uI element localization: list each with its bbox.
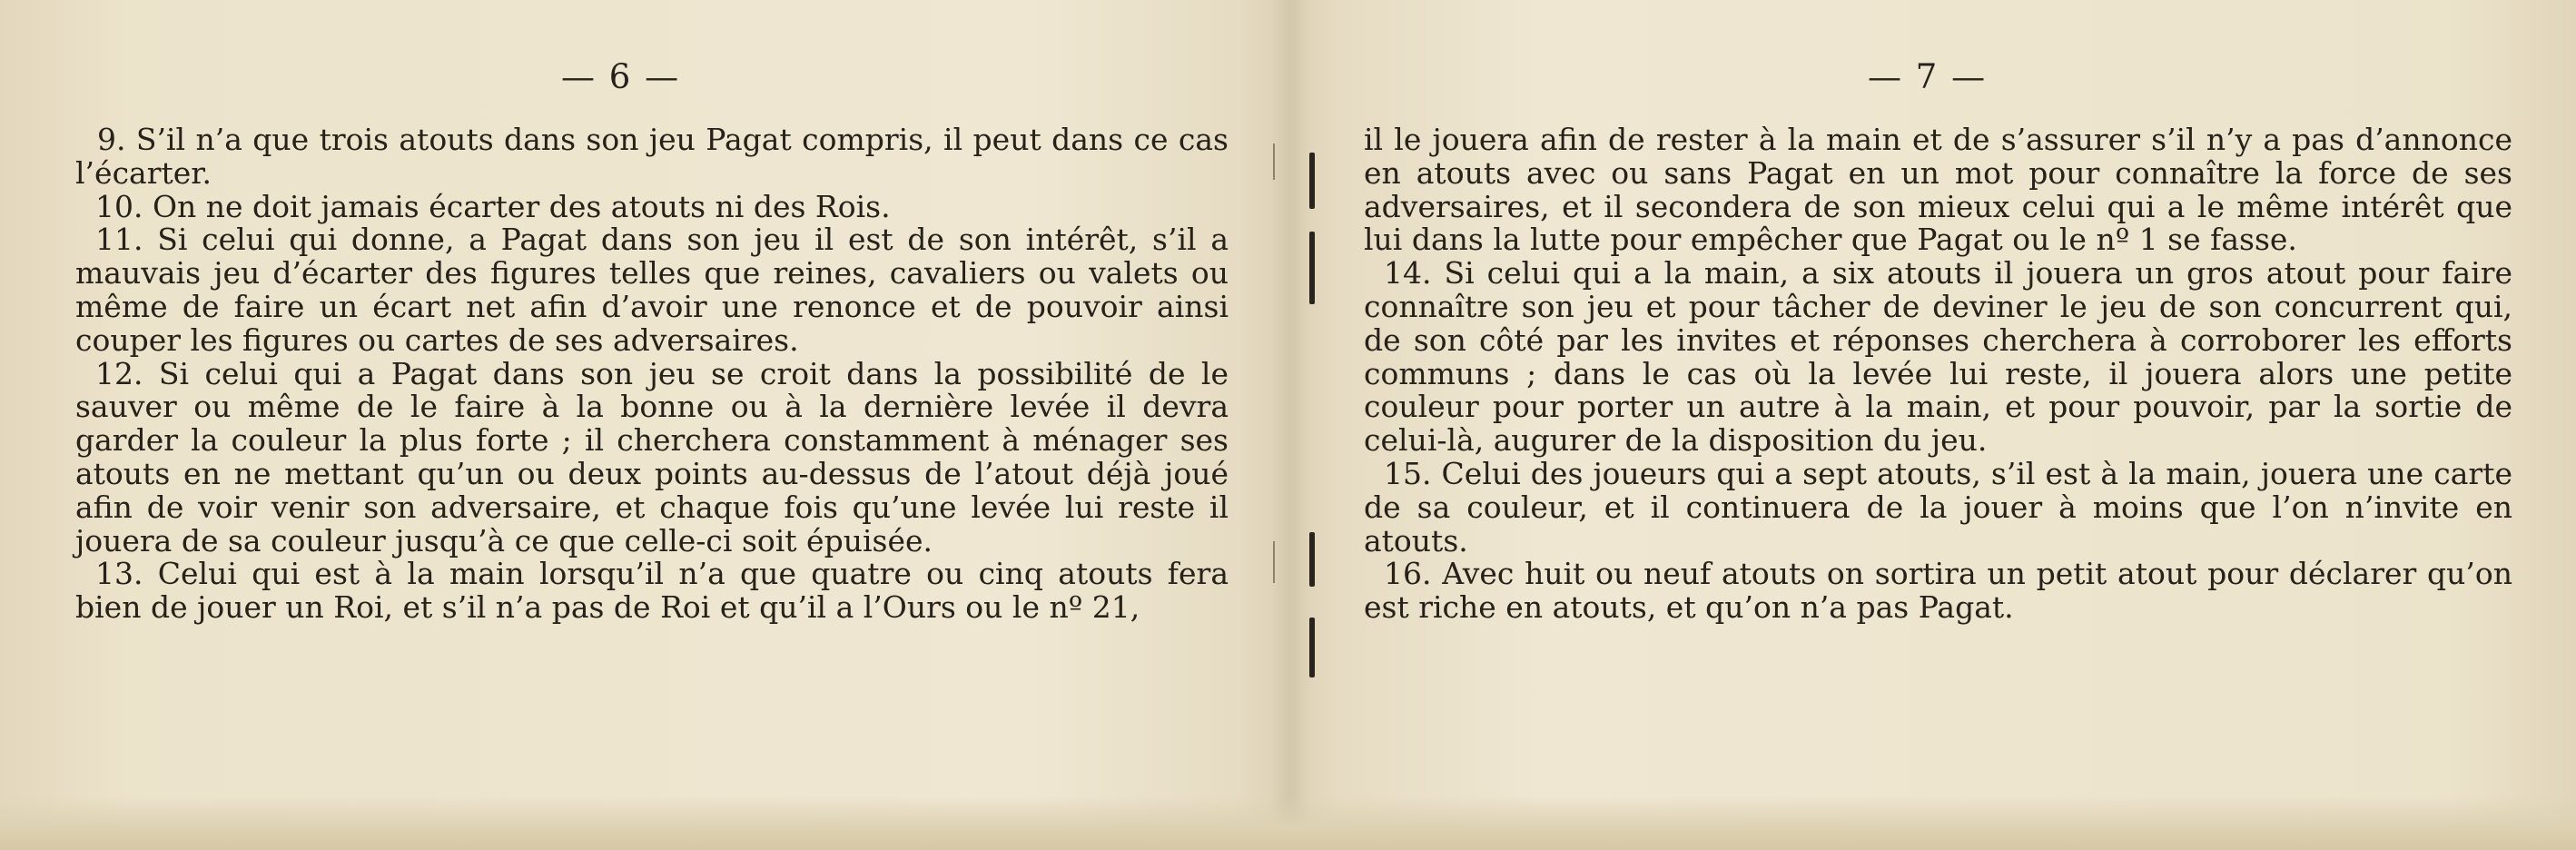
paragraph: 16. Avec huit ou neuf atouts on sortira un petit atout pour déclarer qu’on est riche en atouts, et qu’on n’a pas Pagat. bbox=[1364, 556, 2512, 626]
paragraph: 10. On ne doit jamais écarter des atouts ni des Rois. bbox=[95, 188, 891, 224]
binding-gutter bbox=[1271, 0, 1311, 850]
paragraph: 11. Si celui qui donne, a Pagat dans son jeu il est de son intérêt, s’il a mauvais jeu d’écarter des figures telles que reines, cavaliers ou valets ou même de faire un écart net afin d’avoir une renonce et de pouvoir ainsi couper les figures ou cartes de ses adversaires. bbox=[75, 222, 1229, 358]
paragraph: 14. Si celui qui a la main, a six atouts il jouera un gros atout pour faire connaître son jeu et pour tâcher de deviner le jeu de son concurrent qui, de son côté par les invites et réponses cherchera à corroborer les efforts communs ; dans le cas où la levée lui reste, il jouera alors une petite couleur pour porter un autre à la main, et pour pouvoir, par la sortie de celui-là, augurer de la disposition du jeu. bbox=[1364, 255, 2512, 459]
binding-mark bbox=[1273, 143, 1275, 180]
paragraph: 15. Celui des joueurs qui a sept atouts, s’il est à la main, jouera une carte de sa couleur, et il continuera de la jouer à moins que l’on n’invite en atouts. bbox=[1364, 455, 2512, 558]
staple-top-upper bbox=[1309, 153, 1315, 209]
paragraph-continuation: il le jouera afin de rester à la main et de s’assurer s’il n’y a pas d’annonce en atouts avec ou sans Pagat en un mot pour connaître la force de ses adversaires, et il secondera de son mieux celui qui a le même intérêt que lui dans la lutte pour empêcher que Pagat ou le nº 1 se fasse. bbox=[1364, 122, 2512, 258]
staple-top-lower bbox=[1309, 232, 1315, 304]
paragraph: 12. Si celui qui a Pagat dans son jeu se croit dans la possibilité de le sauver ou même de le faire à la bonne ou à la dernière levée il devra garder la couleur la plus forte ; il cherchera constamment à ménager ses atouts en ne mettant qu’un ou deux points au-dessus de l’atout déjà joué afin de voir venir son adversaire, et chaque fois qu’une levée lui reste il jouera de sa couleur jusqu’à ce que celle-ci soit épuisée. bbox=[75, 355, 1229, 558]
paragraph: 9. S’il n’a que trois atouts dans son jeu Pagat compris, il peut dans ce cas l’écarter. bbox=[75, 122, 1229, 191]
staple-bottom-upper bbox=[1309, 532, 1315, 587]
page-text bbox=[1364, 124, 2512, 625]
binding-mark bbox=[1273, 541, 1275, 583]
page-number: — 7 — bbox=[1868, 57, 1988, 96]
page-text bbox=[75, 124, 1229, 625]
staple-bottom-lower bbox=[1309, 618, 1315, 677]
paragraph: 13. Celui qui est à la main lorsqu’il n’a que quatre ou cinq atouts fera bien de jouer un Roi, et s’il n’a pas de Roi et qu’il a l’Ours ou le nº 21, bbox=[75, 556, 1229, 626]
page-number: — 6 — bbox=[561, 57, 681, 96]
